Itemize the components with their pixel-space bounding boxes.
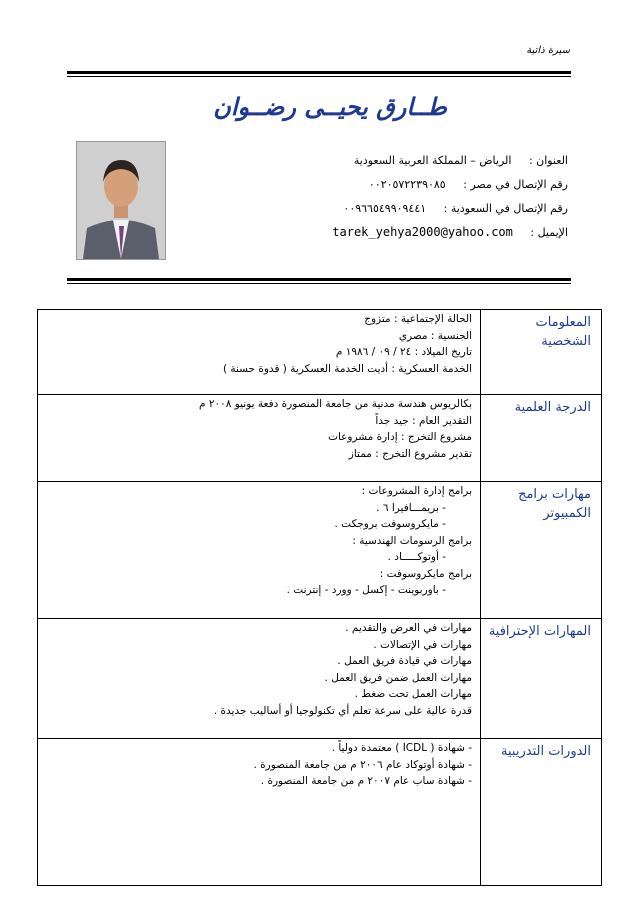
professional-skill: مهارات في قيادة فريق العمل .	[337, 655, 472, 667]
section-body-personal	[38, 310, 481, 395]
contact-saudi-phone-row	[343, 202, 568, 215]
bottom-divider-thin	[67, 283, 571, 284]
education-project-grade: تقدير مشروع التخرج : ممتاز	[348, 447, 472, 460]
software-autocad: - أوتوكـــــاد .	[387, 551, 446, 563]
section-body-training	[38, 739, 481, 886]
section-row-professional	[38, 619, 602, 739]
section-row-personal	[38, 310, 602, 395]
education-degree: بكالريوس هندسة مدنية من جامعة المنصورة دفعة يونيو ٢٠٠٨ م	[198, 398, 472, 410]
personal-marital-status: الحالة الإجتماعية : متزوج	[364, 313, 472, 325]
section-row-software	[38, 482, 602, 619]
section-title-training: الدورات التدريبية	[481, 739, 602, 886]
training-course: - شهادة أوتوكاد عام ٢٠٠٦ م من جامعة المنصورة .	[253, 758, 472, 771]
section-body-professional	[38, 619, 481, 739]
section-row-education	[38, 395, 602, 482]
personal-military-service: الخدمة العسكرية : أديت الخدمة العسكرية ( قدوة حسنة )	[222, 362, 472, 375]
egypt-phone-value: ٠٠٢٠٥٧٢٢٣٩٠٨٥	[368, 178, 446, 191]
top-divider-thick	[67, 71, 571, 74]
section-row-training	[38, 739, 602, 886]
training-course: - شهادة ساب عام ٢٠٠٧ م من جامعة المنصورة .	[260, 775, 472, 787]
software-pm-heading: برامج إدارة المشروعات :	[361, 485, 472, 497]
section-title-education: الدرجة العلمية	[481, 395, 602, 482]
email-value[interactable]: tarek_yehya2000@yahoo.com	[332, 225, 513, 239]
professional-skill: مهارات في العرض والتقديم .	[345, 622, 472, 634]
education-project: مشروع التخرج : إدارة مشروعات	[328, 431, 472, 443]
professional-skill: مهارات العمل تحت ضغط .	[354, 688, 472, 700]
professional-skill: مهارات في الإتصالات .	[373, 638, 472, 651]
top-divider-thin	[67, 76, 571, 77]
education-grade: التقدير العام : جيد جداً	[375, 414, 472, 427]
contact-email-row	[332, 225, 568, 239]
saudi-phone-label: رقم الإتصال في السعودية :	[443, 202, 568, 215]
software-primavera: - بريمـــافيرا ٦ .	[376, 501, 446, 514]
person-name: طــارق يحيــى رضــوان	[213, 92, 447, 121]
software-ms-heading: برامج مايكروسوفت :	[379, 567, 472, 580]
saudi-phone-value: ٠٠٩٦٦٥٤٩٩٠٩٤٤١	[343, 202, 427, 215]
egypt-phone-label: رقم الإتصال في مصر :	[463, 178, 568, 191]
professional-skill: مهارات العمل ضمن فريق العمل .	[324, 671, 472, 684]
training-course: - شهادة ( ICDL ) معتمدة دولياً .	[331, 742, 472, 754]
page-label: سيرة ذاتية	[526, 45, 570, 56]
section-body-software	[38, 482, 481, 619]
contact-address-row	[354, 154, 568, 167]
section-title-professional: المهارات الإحترافية	[481, 619, 602, 739]
address-label: العنوان :	[528, 154, 568, 167]
software-ms-project: - مايكروسوفت بروجكت .	[334, 518, 446, 530]
software-cad-heading: برامج الرسومات الهندسية :	[352, 534, 472, 547]
profile-photo	[76, 141, 166, 260]
section-body-education	[38, 395, 481, 482]
personal-nationality: الجنسية : مصري	[398, 329, 472, 342]
cv-table	[37, 309, 602, 886]
personal-birth-date: تاريخ الميلاد : ٢٤ / ٠٩ / ١٩٨٦ م	[335, 346, 472, 358]
address-value: الرياض – المملكة العربية السعودية	[353, 154, 512, 167]
email-label: الإيميل :	[530, 226, 568, 239]
software-office: - باوربوينت - إكسل - وورد - إنترنت .	[286, 584, 446, 596]
section-title-software: مهارات برامج الكمبيوتر	[481, 482, 602, 619]
professional-skill: قدرة عالية على سرعة تعلم أي تكنولوجيا أو أساليب جديدة .	[213, 704, 472, 717]
section-title-personal: المعلومات الشخصية	[481, 310, 602, 395]
contact-egypt-phone-row	[369, 178, 568, 191]
bottom-divider-thick	[67, 278, 571, 281]
